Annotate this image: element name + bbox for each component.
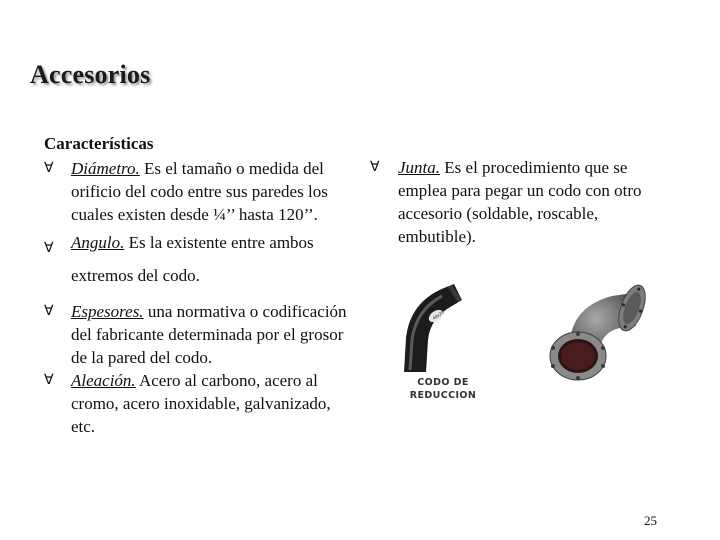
svg-text:40x25: 40x25 bbox=[431, 309, 445, 321]
bullet-aleacion bbox=[44, 369, 354, 438]
reducing-elbow-image bbox=[398, 280, 468, 375]
reducing-elbow-caption bbox=[408, 376, 478, 402]
bullet-junta bbox=[370, 156, 670, 248]
term-diametro: Diámetro. bbox=[71, 159, 140, 178]
junta-column bbox=[370, 156, 670, 248]
caption-line-2: REDUCCION bbox=[409, 390, 477, 401]
page-number: 25 bbox=[644, 513, 657, 528]
text-junta: Es el procedimiento que se emplea para pegar un codo con otro accesorio (soldable, roscable, embutible). bbox=[398, 158, 642, 246]
characteristics-heading: Características bbox=[44, 134, 154, 153]
bullet-angulo bbox=[44, 226, 354, 292]
bullet-arrow-icon: ∀ bbox=[44, 160, 54, 176]
text-diametro: Es el tamaño o medida del orificio del codo entre sus paredes los cuales existen desde ¼’’ hasta 120’’. bbox=[71, 159, 328, 224]
characteristics-column bbox=[44, 132, 354, 438]
bullet-arrow-icon: ∀ bbox=[44, 372, 54, 388]
bullet-arrow-icon: ∀ bbox=[44, 240, 54, 256]
term-espesores: Espesores. bbox=[71, 302, 144, 321]
bullet-espesores bbox=[44, 300, 354, 369]
term-junta: Junta. bbox=[398, 158, 441, 177]
text-angulo: Es la existente entre ambos extremos del codo. bbox=[71, 233, 314, 285]
bullet-arrow-icon: ∀ bbox=[370, 159, 380, 175]
flanged-elbow-image bbox=[540, 282, 670, 387]
text-espesores: una normativa o codificación del fabricante determinada por el grosor de la pared del codo. bbox=[71, 302, 347, 367]
text-aleacion: Acero al carbono, acero al cromo, acero inoxidable, galvanizado, etc. bbox=[71, 371, 331, 436]
term-aleacion: Aleación. bbox=[71, 371, 136, 390]
bullet-arrow-icon: ∀ bbox=[44, 303, 54, 319]
bullet-diametro bbox=[44, 157, 354, 226]
term-angulo: Angulo. bbox=[71, 233, 125, 252]
caption-line-1: CODO DE bbox=[417, 377, 469, 388]
slide-title: Accesorios bbox=[30, 60, 151, 89]
